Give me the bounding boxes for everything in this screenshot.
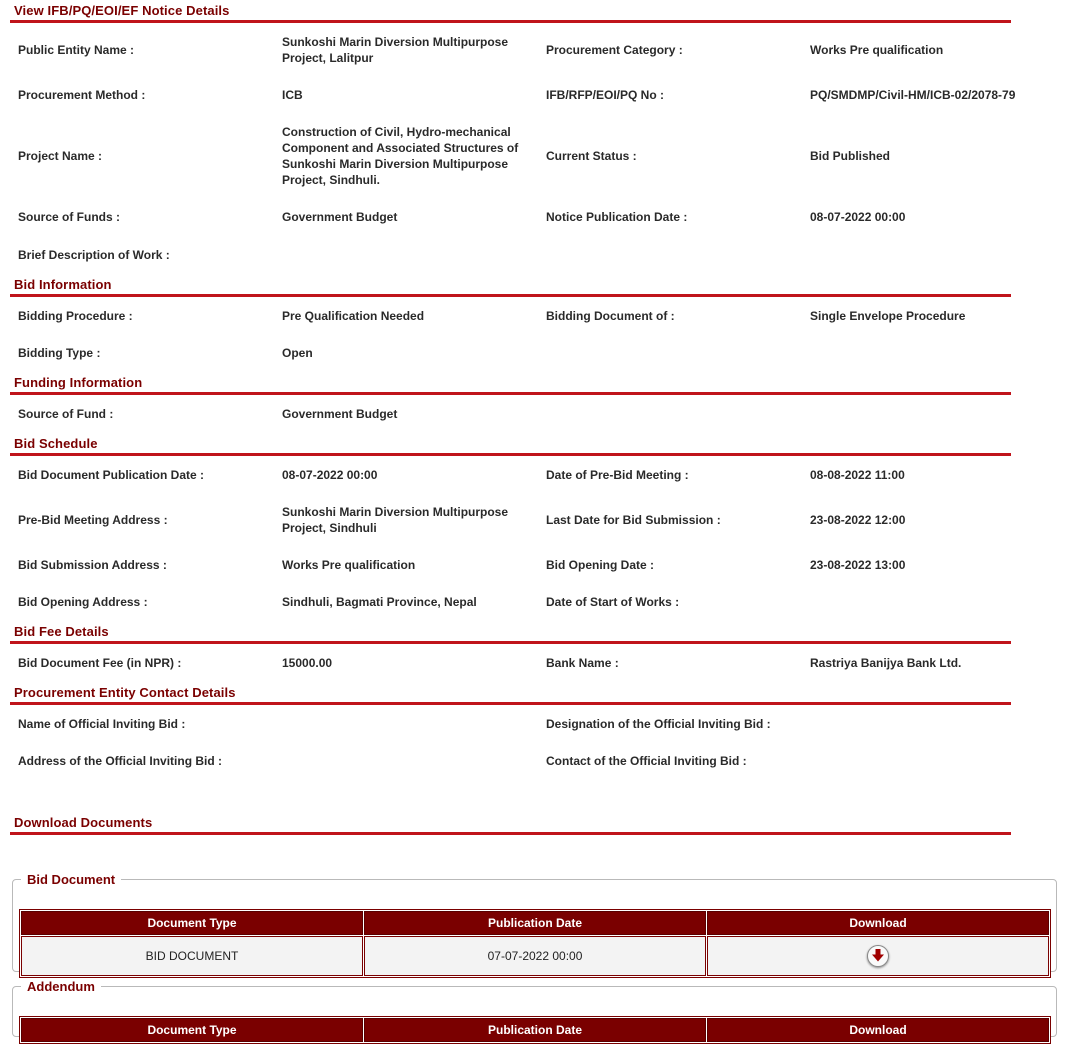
section-divider <box>10 641 1011 644</box>
public-entity-value: Sunkoshi Marin Diversion Multipurpose Project, Lalitpur <box>282 35 509 65</box>
bank-name-value: Rastriya Banijya Bank Ltd. <box>810 656 962 670</box>
notice-publication-date-value: 08-07-2022 00:00 <box>810 210 906 224</box>
bidding-type-value: Open <box>282 346 313 360</box>
bid-document-table <box>19 909 1051 978</box>
table-header-row <box>21 911 1049 935</box>
bidding-document-label: Bidding Document of : <box>546 309 675 323</box>
notice-section-title: View IFB/PQ/EOI/EF Notice Details <box>14 3 230 18</box>
addendum-group <box>12 979 1057 1037</box>
project-name-value: Construction of Civil, Hydro-mechanical Component and Associated Structures of Sunkoshi Marin Diversion Multipurpose Project, Sindhuli. <box>282 125 519 187</box>
pre-bid-meeting-address-label: Pre-Bid Meeting Address : <box>18 513 168 527</box>
download-arrow-icon <box>872 949 884 962</box>
start-of-works-label: Date of Start of Works : <box>546 595 680 609</box>
addendum-legend: Addendum <box>27 979 95 994</box>
document-type-cell: BID DOCUMENT <box>21 936 363 976</box>
bid-document-publication-date-value: 08-07-2022 00:00 <box>282 468 378 482</box>
procurement-category-label: Procurement Category : <box>546 43 683 57</box>
source-of-funds-label: Source of Funds : <box>18 210 120 224</box>
bid-document-publication-date-label: Bid Document Publication Date : <box>18 468 205 482</box>
procurement-method-value: ICB <box>282 88 303 102</box>
download-button[interactable] <box>867 945 889 967</box>
bank-name-label: Bank Name : <box>546 656 619 670</box>
addendum-table <box>19 1016 1051 1044</box>
pre-bid-meeting-date-value: 08-08-2022 11:00 <box>810 468 905 482</box>
current-status-value: Bid Published <box>810 149 891 163</box>
bid-submission-address-label: Bid Submission Address : <box>18 558 167 572</box>
bid-opening-date-label: Bid Opening Date : <box>546 558 654 572</box>
section-divider <box>10 453 1011 456</box>
download-documents-title: Download Documents <box>14 815 153 830</box>
procurement-method-label: Procurement Method : <box>18 88 146 102</box>
column-header-document-type: Document Type <box>21 911 363 935</box>
project-name-label: Project Name : <box>18 149 103 163</box>
bidding-type-label: Bidding Type : <box>18 346 101 360</box>
bid-opening-address-label: Bid Opening Address : <box>18 595 148 609</box>
section-divider <box>10 20 1011 23</box>
bid-submission-address-value: Works Pre qualification <box>282 558 416 572</box>
table-header-row <box>21 1018 1049 1042</box>
table-row <box>21 936 1049 976</box>
pre-bid-meeting-address-value: Sunkoshi Marin Diversion Multipurpose Project, Sindhuli <box>282 505 509 535</box>
column-header-document-type: Document Type <box>21 1018 363 1042</box>
official-address-label: Address of the Official Inviting Bid : <box>18 754 223 768</box>
section-divider <box>10 832 1011 835</box>
ifb-no-label: IFB/RFP/EOI/PQ No : <box>546 88 665 102</box>
bid-opening-date-value: 23-08-2022 13:00 <box>810 558 906 572</box>
bidding-procedure-value: Pre Qualification Needed <box>282 309 425 323</box>
ifb-no-value: PQ/SMDMP/Civil-HM/ICB-02/2078-79 <box>810 88 1016 102</box>
column-header-publication-date: Publication Date <box>364 1018 706 1042</box>
bid-document-fee-value: 15000.00 <box>282 656 333 670</box>
column-header-publication-date: Publication Date <box>364 911 706 935</box>
section-divider <box>10 294 1011 297</box>
bid-document-group <box>12 872 1057 972</box>
official-contact-label: Contact of the Official Inviting Bid : <box>546 754 747 768</box>
download-cell <box>707 936 1049 976</box>
bid-opening-address-value: Sindhuli, Bagmati Province, Nepal <box>282 595 477 609</box>
last-submission-date-label: Last Date for Bid Submission : <box>546 513 721 527</box>
public-entity-label: Public Entity Name : <box>18 43 135 57</box>
section-divider <box>10 702 1011 705</box>
section-divider <box>10 392 1011 395</box>
last-submission-date-value: 23-08-2022 12:00 <box>810 513 906 527</box>
funding-information-title: Funding Information <box>14 375 143 390</box>
publication-date-cell: 07-07-2022 00:00 <box>364 936 706 976</box>
bid-schedule-title: Bid Schedule <box>14 436 98 451</box>
source-of-fund-label: Source of Fund : <box>18 407 114 421</box>
source-of-fund-value: Government Budget <box>282 407 398 421</box>
bid-fee-title: Bid Fee Details <box>14 624 109 639</box>
current-status-label: Current Status : <box>546 149 637 163</box>
bid-document-legend: Bid Document <box>27 872 116 887</box>
bidding-document-value: Single Envelope Procedure <box>810 309 966 323</box>
source-of-funds-value: Government Budget <box>282 210 398 224</box>
official-designation-label: Designation of the Official Inviting Bid : <box>546 717 771 731</box>
bidding-procedure-label: Bidding Procedure : <box>18 309 133 323</box>
column-header-download: Download <box>707 1018 1049 1042</box>
pre-bid-meeting-date-label: Date of Pre-Bid Meeting : <box>546 468 689 482</box>
brief-description-label: Brief Description of Work : <box>18 248 170 262</box>
official-name-label: Name of Official Inviting Bid : <box>18 717 186 731</box>
bid-document-fee-label: Bid Document Fee (in NPR) : <box>18 656 182 670</box>
bid-information-title: Bid Information <box>14 277 112 292</box>
procurement-category-value: Works Pre qualification <box>810 43 944 57</box>
column-header-download: Download <box>707 911 1049 935</box>
contact-details-title: Procurement Entity Contact Details <box>14 685 236 700</box>
notice-publication-date-label: Notice Publication Date : <box>546 210 688 224</box>
